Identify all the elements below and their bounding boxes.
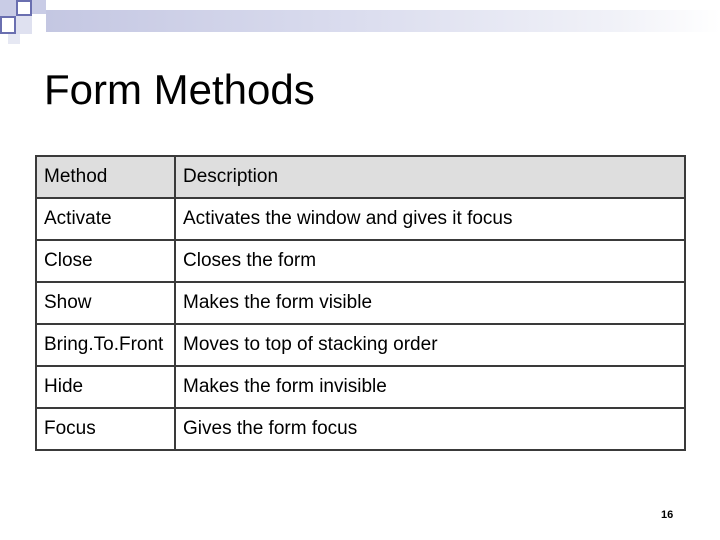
description-cell: Makes the form visible <box>175 282 685 324</box>
page-number: 16 <box>661 509 674 521</box>
method-cell: Focus <box>36 408 175 450</box>
decorative-square <box>16 16 32 34</box>
description-cell: Makes the form invisible <box>175 366 685 408</box>
description-cell: Gives the form focus <box>175 408 685 450</box>
decorative-square <box>16 0 32 16</box>
decorative-square <box>0 0 16 16</box>
table-row <box>36 366 685 408</box>
table-row <box>36 240 685 282</box>
column-header-description: Description <box>175 156 685 198</box>
decorative-square <box>0 16 16 34</box>
method-cell: Close <box>36 240 175 282</box>
description-cell: Moves to top of stacking order <box>175 324 685 366</box>
table-row <box>36 282 685 324</box>
method-cell: Hide <box>36 366 175 408</box>
decorative-square <box>8 34 20 44</box>
methods-table <box>35 155 686 451</box>
table-row <box>36 408 685 450</box>
slide-title: Form Methods <box>44 66 315 113</box>
description-cell: Closes the form <box>175 240 685 282</box>
column-header-method: Method <box>36 156 175 198</box>
method-cell: Bring.To.Front <box>36 324 175 366</box>
table-header-row <box>36 156 685 198</box>
decorative-square <box>32 0 46 14</box>
title-decoration-bar <box>46 10 720 32</box>
table-row <box>36 324 685 366</box>
description-cell: Activates the window and gives it focus <box>175 198 685 240</box>
method-cell: Activate <box>36 198 175 240</box>
method-cell: Show <box>36 282 175 324</box>
table-row <box>36 198 685 240</box>
